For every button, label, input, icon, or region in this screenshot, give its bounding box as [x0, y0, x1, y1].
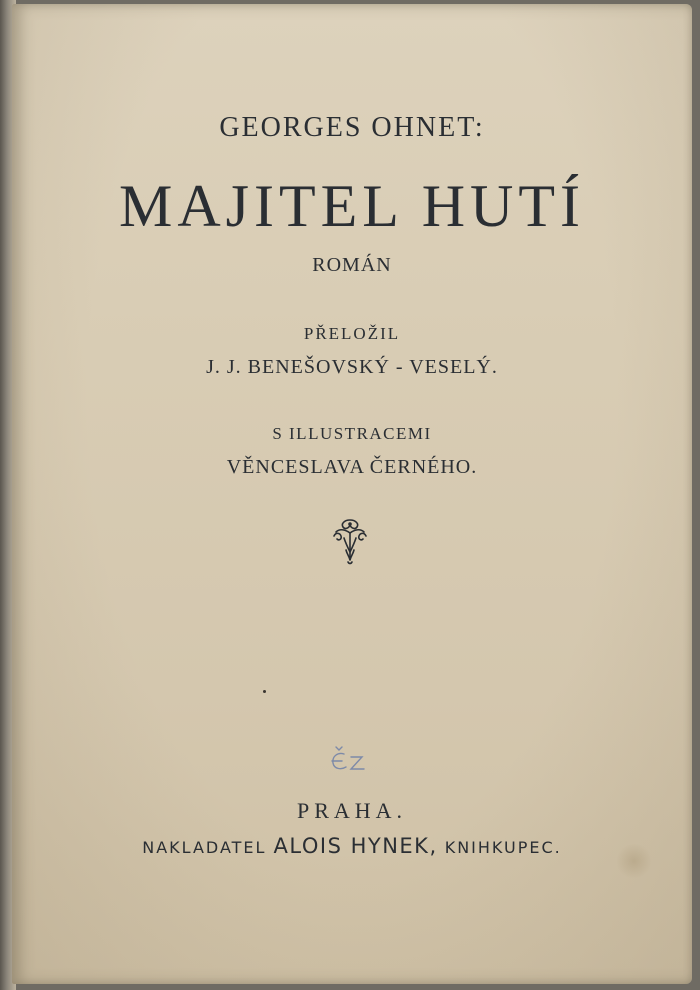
book-title: MAJITEL HUTÍ: [118, 173, 586, 239]
translator-label: PŘELOŽIL: [303, 324, 401, 343]
title-page: [12, 4, 692, 984]
illustrator-name: VĚNCESLAVA ČERNÉHO.: [226, 456, 478, 478]
genre-label: ROMÁN: [312, 254, 392, 276]
translator-name: J. J. BENEŠOVSKÝ - VESELÝ.: [206, 356, 498, 378]
publisher-suffix: KNIHKUPEC.: [444, 838, 562, 857]
pencil-annotation-glyph: [322, 742, 382, 778]
publisher-line: [12, 834, 692, 858]
fleuron-ornament-icon: [330, 516, 370, 568]
illustrations-label: S ILLUSTRACEMI: [272, 424, 432, 443]
ink-speck: [263, 690, 266, 693]
publisher-prefix: NAKLADATEL: [142, 838, 267, 857]
publication-city: PRAHA.: [296, 798, 408, 823]
pencil-annotation: [322, 742, 382, 778]
publisher-name: ALOIS HYNEK,: [273, 834, 438, 858]
author-name: GEORGES OHNET:: [219, 112, 485, 143]
